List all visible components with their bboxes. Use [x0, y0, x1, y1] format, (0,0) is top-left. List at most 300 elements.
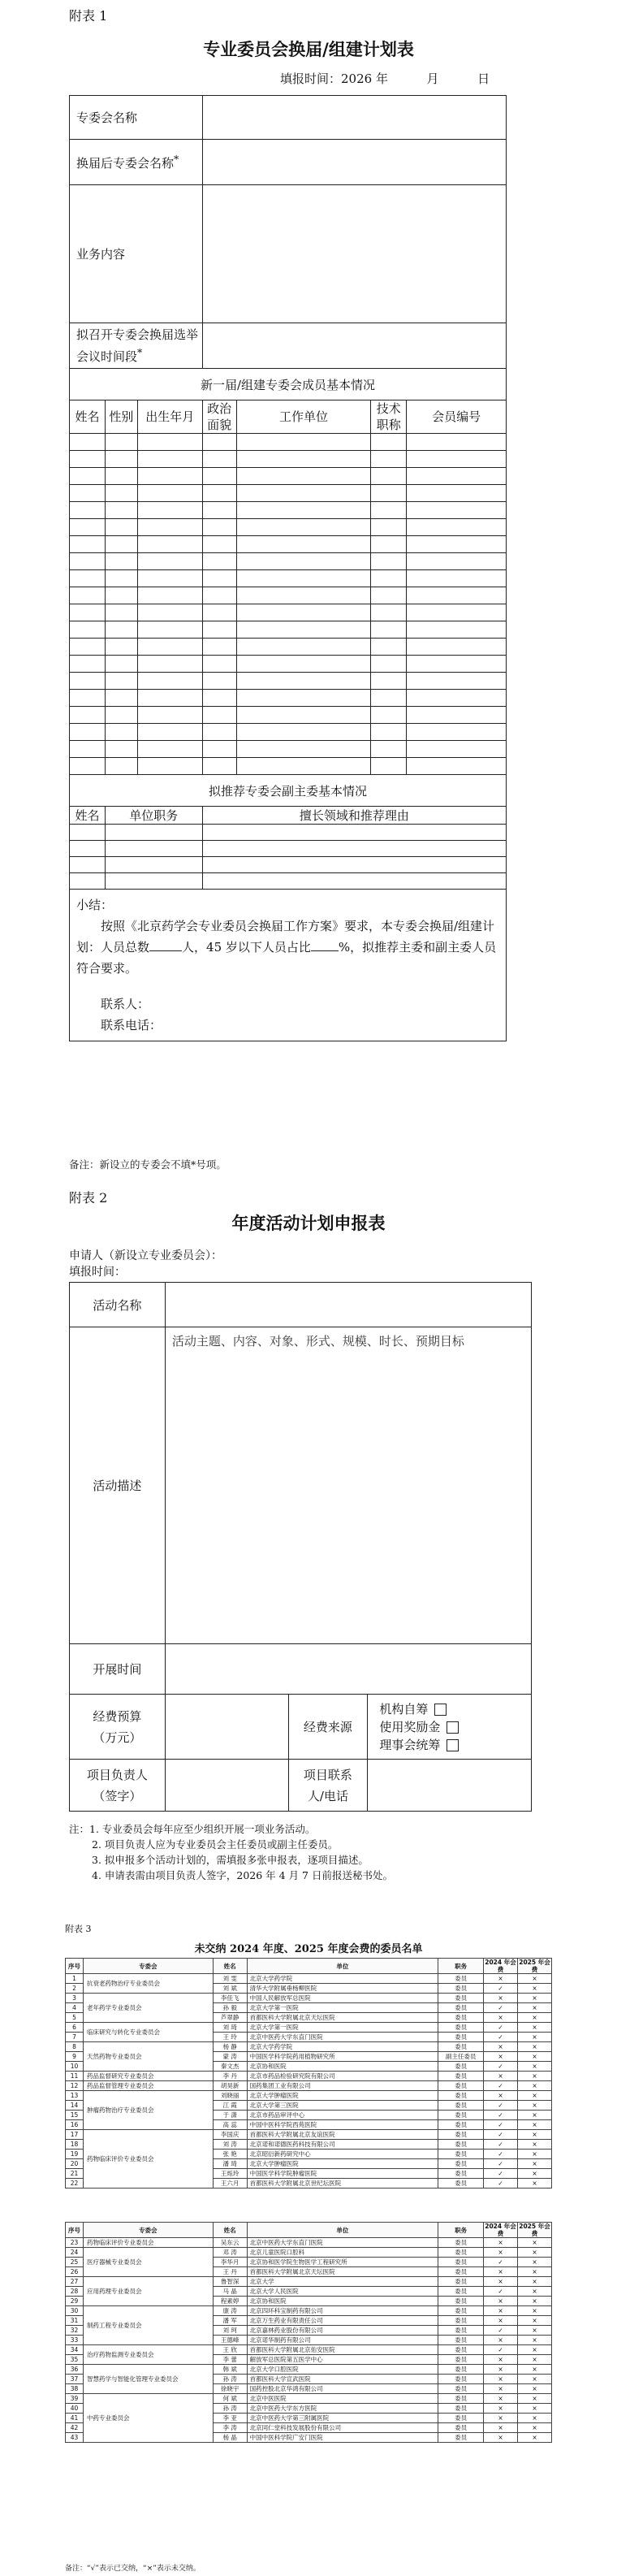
- contact-field[interactable]: [368, 1760, 532, 1812]
- member-cell[interactable]: [202, 604, 236, 621]
- member-cell[interactable]: [371, 604, 407, 621]
- member-cell[interactable]: [407, 468, 507, 485]
- fee-role: 委员: [438, 2023, 484, 2033]
- member-cell[interactable]: [371, 690, 407, 707]
- annex2-notes: [69, 1821, 393, 1883]
- member-row: [70, 485, 507, 502]
- leader-cell[interactable]: [70, 857, 106, 873]
- fee-2025: ×: [517, 1974, 551, 1984]
- fee-no: 3: [66, 1994, 84, 2003]
- fee-role: 委员: [438, 2130, 484, 2140]
- fee-2025: ×: [517, 2384, 551, 2394]
- member-cell[interactable]: [137, 434, 202, 451]
- member-cell[interactable]: [137, 656, 202, 673]
- member-cell[interactable]: [407, 639, 507, 656]
- fee-row: [66, 2345, 552, 2355]
- member-cell[interactable]: [236, 570, 371, 587]
- fee-committee: 天然药物专业委员会: [83, 2042, 213, 2072]
- member-cell[interactable]: [371, 434, 407, 451]
- fee-role: 委员: [438, 2336, 484, 2345]
- fee-unit: 北京大学第一医院: [247, 2003, 438, 2013]
- fee-2025: ×: [517, 2258, 551, 2267]
- fee-role: 委员: [438, 1984, 484, 1994]
- member-cell[interactable]: [70, 724, 106, 741]
- member-cell[interactable]: [70, 656, 106, 673]
- member-cell[interactable]: [105, 451, 137, 468]
- activity-desc-label: 活动描述: [70, 1327, 166, 1644]
- member-cell[interactable]: [371, 553, 407, 570]
- fee-name: 于 潇: [213, 2111, 247, 2120]
- checkbox[interactable]: [434, 1704, 447, 1716]
- member-cell[interactable]: [202, 724, 236, 741]
- member-cell[interactable]: [70, 673, 106, 690]
- member-cell[interactable]: [105, 604, 137, 621]
- member-cell[interactable]: [202, 587, 236, 604]
- fee-2025: ×: [517, 2336, 551, 2345]
- fee-name: 吴东云: [213, 2238, 247, 2248]
- fee-no: 8: [66, 2042, 84, 2052]
- fee-no: 21: [66, 2169, 84, 2179]
- funding-option[interactable]: [379, 1718, 531, 1736]
- member-cell[interactable]: [137, 707, 202, 724]
- fee-role: 委员: [438, 2111, 484, 2120]
- member-cell[interactable]: [371, 673, 407, 690]
- member-cell[interactable]: [236, 587, 371, 604]
- fee-row: [66, 2365, 552, 2375]
- fee-no: 17: [66, 2130, 84, 2140]
- member-cell[interactable]: [137, 519, 202, 536]
- member-cell[interactable]: [202, 434, 236, 451]
- budget-field[interactable]: [165, 1695, 288, 1760]
- member-cell[interactable]: [70, 604, 106, 621]
- member-cell[interactable]: [407, 553, 507, 570]
- annex1-title: 专业委员会换届/组建计划表: [203, 39, 414, 59]
- fee-role: 委员: [438, 2423, 484, 2433]
- member-cell[interactable]: [236, 690, 371, 707]
- member-cell[interactable]: [202, 656, 236, 673]
- member-cell[interactable]: [202, 621, 236, 639]
- member-cell[interactable]: [105, 724, 137, 741]
- activity-desc-field[interactable]: [165, 1327, 531, 1644]
- contact-label: 项目联系人/电话: [288, 1760, 368, 1812]
- member-cell[interactable]: [105, 690, 137, 707]
- fee-2024: ✓: [484, 1984, 518, 1994]
- fee-2024: ×: [484, 2433, 518, 2443]
- member-cell[interactable]: [236, 502, 371, 519]
- member-cell[interactable]: [371, 707, 407, 724]
- fee-unit: 北京市药品审评中心: [247, 2111, 438, 2120]
- fee-unit: 北京大学口腔医院: [247, 2365, 438, 2375]
- member-cell[interactable]: [137, 673, 202, 690]
- leader-cell[interactable]: [202, 841, 506, 857]
- member-cell[interactable]: [407, 587, 507, 604]
- member-cell[interactable]: [371, 758, 407, 775]
- member-cell[interactable]: [137, 604, 202, 621]
- member-cell[interactable]: [407, 570, 507, 587]
- fee-role: 委员: [438, 2062, 484, 2072]
- member-cell[interactable]: [236, 724, 371, 741]
- ratio-input[interactable]: [311, 950, 339, 951]
- member-cell[interactable]: [202, 451, 236, 468]
- total-input[interactable]: [149, 950, 182, 951]
- fee-no: 6: [66, 2023, 84, 2033]
- fee-no: 23: [66, 2238, 84, 2248]
- fee-2024: ✓: [484, 2033, 518, 2042]
- member-cell[interactable]: [236, 741, 371, 758]
- fee-role: 委员: [438, 2375, 484, 2384]
- fee-role: 委员: [438, 2248, 484, 2258]
- fee-role: 委员: [438, 2267, 484, 2277]
- member-cell[interactable]: [70, 570, 106, 587]
- fee-2025: ×: [517, 2120, 551, 2130]
- fee-2025: ×: [517, 2277, 551, 2287]
- leader-cell[interactable]: [202, 825, 506, 841]
- fee-2025: ×: [517, 2013, 551, 2023]
- fee-row: [66, 1994, 552, 2003]
- fee-2024: ×: [484, 1994, 518, 2003]
- member-cell[interactable]: [70, 639, 106, 656]
- member-cell[interactable]: [236, 707, 371, 724]
- fee-committee: 医疗器械专业委员会: [83, 2248, 213, 2277]
- fee-unit: 中国人民解放军总医院: [247, 1994, 438, 2003]
- member-cell[interactable]: [236, 621, 371, 639]
- member-cell[interactable]: [202, 553, 236, 570]
- fee-committee: 药品监督管理专业委员会: [83, 2081, 213, 2091]
- member-cell[interactable]: [70, 468, 106, 485]
- fee-role: 委员: [438, 1994, 484, 2003]
- fee-header-cell: 专委会: [83, 2223, 213, 2238]
- leader-cell[interactable]: [105, 857, 202, 873]
- member-cell[interactable]: [105, 536, 137, 553]
- new-name-field[interactable]: [202, 140, 506, 185]
- fee-role: 委员: [438, 2365, 484, 2375]
- member-cell[interactable]: [70, 451, 106, 468]
- member-cell[interactable]: [236, 468, 371, 485]
- member-cell[interactable]: [407, 621, 507, 639]
- member-cell[interactable]: [70, 741, 106, 758]
- fee-name: 李 蕾: [213, 2355, 247, 2365]
- start-time-label: 开展时间: [70, 1644, 166, 1695]
- member-cell[interactable]: [236, 656, 371, 673]
- member-cell[interactable]: [137, 639, 202, 656]
- fee-name: 程素婷: [213, 2297, 247, 2306]
- business-field[interactable]: [202, 185, 506, 323]
- member-cell[interactable]: [137, 741, 202, 758]
- fee-2025: ×: [517, 2003, 551, 2013]
- member-cell[interactable]: [105, 468, 137, 485]
- fee-row: [66, 2072, 552, 2081]
- member-cell[interactable]: [371, 485, 407, 502]
- fee-2024: ✓: [484, 2150, 518, 2159]
- fee-no: 11: [66, 2072, 84, 2081]
- checkbox[interactable]: [447, 1739, 459, 1751]
- member-cell[interactable]: [236, 673, 371, 690]
- member-cell[interactable]: [202, 536, 236, 553]
- leader-row: [70, 841, 507, 857]
- member-cell[interactable]: [371, 502, 407, 519]
- leader-row: [70, 873, 507, 890]
- member-cell[interactable]: [105, 639, 137, 656]
- member-cell[interactable]: [70, 587, 106, 604]
- member-cell[interactable]: [407, 434, 507, 451]
- member-cell[interactable]: [202, 468, 236, 485]
- funding-option[interactable]: [379, 1700, 531, 1718]
- member-row: [70, 536, 507, 553]
- member-cell[interactable]: [407, 741, 507, 758]
- member-cell[interactable]: [236, 519, 371, 536]
- fee-no: 25: [66, 2258, 84, 2267]
- fee-row: [66, 2023, 552, 2033]
- member-row: [70, 502, 507, 519]
- member-cell[interactable]: [371, 639, 407, 656]
- summary-part: 人，: [182, 940, 207, 955]
- fee-no: 13: [66, 2091, 84, 2101]
- fee-role: 委员: [438, 2003, 484, 2013]
- member-cell[interactable]: [371, 468, 407, 485]
- member-cell[interactable]: [105, 485, 137, 502]
- member-cell[interactable]: [70, 536, 106, 553]
- member-cell[interactable]: [137, 553, 202, 570]
- member-cell[interactable]: [371, 621, 407, 639]
- fee-role: 委员: [438, 2316, 484, 2326]
- member-cell[interactable]: [105, 519, 137, 536]
- member-cell[interactable]: [236, 536, 371, 553]
- member-cell[interactable]: [371, 570, 407, 587]
- member-cell[interactable]: [236, 604, 371, 621]
- fee-2024: ×: [484, 2072, 518, 2081]
- member-row: [70, 707, 507, 724]
- fee-committee: 肿瘤药物治疗专业委员会: [83, 2091, 213, 2130]
- member-cell[interactable]: [407, 758, 507, 775]
- member-cell[interactable]: [137, 451, 202, 468]
- fee-unit: 首都医科大学附属北京天坛医院: [247, 2267, 438, 2277]
- fee-2024: ×: [484, 2336, 518, 2345]
- fee-no: 16: [66, 2120, 84, 2130]
- leader-field[interactable]: [165, 1760, 288, 1812]
- fee-role: 委员: [438, 2120, 484, 2130]
- fee-table-header: [66, 1959, 552, 1974]
- leader-cell[interactable]: [105, 873, 202, 890]
- member-row: [70, 468, 507, 485]
- member-cell[interactable]: [137, 485, 202, 502]
- fee-no: 43: [66, 2433, 84, 2443]
- leader-cell[interactable]: [70, 825, 106, 841]
- member-cell[interactable]: [202, 639, 236, 656]
- member-cell[interactable]: [137, 724, 202, 741]
- member-cell[interactable]: [407, 519, 507, 536]
- fee-2024: ×: [484, 2091, 518, 2101]
- fee-role: 委员: [438, 2042, 484, 2052]
- member-cell[interactable]: [137, 468, 202, 485]
- fee-no: 35: [66, 2355, 84, 2365]
- member-cell[interactable]: [371, 587, 407, 604]
- member-cell[interactable]: [371, 536, 407, 553]
- member-cell[interactable]: [202, 741, 236, 758]
- member-cell[interactable]: [407, 604, 507, 621]
- member-cell[interactable]: [202, 707, 236, 724]
- fee-row: [66, 2091, 552, 2101]
- fee-2025: ×: [517, 2130, 551, 2140]
- funding-option[interactable]: [379, 1736, 531, 1754]
- member-cell[interactable]: [105, 502, 137, 519]
- member-cell[interactable]: [371, 519, 407, 536]
- fee-committee: 老年药学专业委员会: [83, 1994, 213, 2023]
- member-cell[interactable]: [105, 621, 137, 639]
- checkbox[interactable]: [447, 1721, 459, 1734]
- fee-unit: 北京大学人民医院: [247, 2287, 438, 2297]
- member-cell[interactable]: [371, 724, 407, 741]
- member-cell[interactable]: [236, 553, 371, 570]
- member-cell[interactable]: [70, 758, 106, 775]
- member-cell[interactable]: [407, 485, 507, 502]
- member-cell[interactable]: [137, 502, 202, 519]
- fee-role: 委员: [438, 2179, 484, 2189]
- member-cell[interactable]: [202, 673, 236, 690]
- member-cell[interactable]: [137, 587, 202, 604]
- fee-no: 15: [66, 2111, 84, 2120]
- member-cell[interactable]: [407, 536, 507, 553]
- member-cell[interactable]: [70, 485, 106, 502]
- committee-name-field[interactable]: [202, 96, 506, 140]
- fee-2025: ×: [517, 2248, 551, 2258]
- fee-unit: 北京嘉林药业股份有限公司: [247, 2326, 438, 2336]
- member-cell[interactable]: [137, 690, 202, 707]
- fee-2024: ✓: [484, 2003, 518, 2013]
- member-cell[interactable]: [407, 656, 507, 673]
- fee-header-cell: 序号: [66, 1959, 84, 1974]
- member-cell[interactable]: [70, 502, 106, 519]
- summary-part: 45 岁以下人员占比: [206, 940, 311, 955]
- fee-2024: ×: [484, 2404, 518, 2414]
- fee-role: 委员: [438, 2091, 484, 2101]
- member-cell[interactable]: [70, 553, 106, 570]
- fee-2025: ×: [517, 2101, 551, 2111]
- member-cell[interactable]: [202, 570, 236, 587]
- member-cell[interactable]: [236, 758, 371, 775]
- note-line: 注：1. 专业委员会每年应至少组织开展一项业务活动。: [69, 1823, 316, 1835]
- fee-2024: ✓: [484, 2081, 518, 2091]
- member-cell[interactable]: [236, 451, 371, 468]
- member-cell[interactable]: [137, 621, 202, 639]
- meeting-time-field[interactable]: [202, 323, 506, 369]
- leader-cell[interactable]: [202, 857, 506, 873]
- fee-name: 何 斌: [213, 2394, 247, 2404]
- members-body: [70, 434, 507, 775]
- annex1-label: 附表 1: [69, 8, 108, 24]
- annex1-fill-time: [280, 70, 490, 87]
- member-cell[interactable]: [407, 690, 507, 707]
- fee-2025: ×: [517, 2404, 551, 2414]
- annex2-fill-time: 填报时间：: [69, 1266, 126, 1279]
- fee-no: 14: [66, 2101, 84, 2111]
- fee-unit: 首都医科大学附属北京友谊医院: [247, 2130, 438, 2140]
- leader-cell[interactable]: [202, 873, 506, 890]
- member-cell[interactable]: [371, 656, 407, 673]
- new-name-label: [70, 140, 203, 185]
- member-cell[interactable]: [70, 519, 106, 536]
- funding-source-label: 经费来源: [288, 1695, 368, 1760]
- fee-2025: ×: [517, 2414, 551, 2423]
- member-cell[interactable]: [105, 673, 137, 690]
- fee-role: 委员: [438, 2287, 484, 2297]
- fee-no: 2: [66, 1984, 84, 1994]
- member-cell[interactable]: [371, 741, 407, 758]
- member-cell[interactable]: [70, 621, 106, 639]
- activity-name-field[interactable]: [165, 1283, 531, 1327]
- contact-label: 联系人：: [101, 997, 150, 1011]
- leaders-body: [70, 807, 507, 890]
- member-cell[interactable]: [105, 434, 137, 451]
- member-cell[interactable]: [70, 434, 106, 451]
- member-cell[interactable]: [105, 553, 137, 570]
- fee-no: 30: [66, 2306, 84, 2316]
- member-cell[interactable]: [105, 570, 137, 587]
- fee-no: 32: [66, 2326, 84, 2336]
- member-cell[interactable]: [407, 673, 507, 690]
- leader-cell[interactable]: [105, 841, 202, 857]
- member-cell[interactable]: [105, 587, 137, 604]
- member-cell[interactable]: [407, 707, 507, 724]
- member-cell[interactable]: [202, 758, 236, 775]
- member-cell[interactable]: [70, 707, 106, 724]
- member-cell[interactable]: [105, 707, 137, 724]
- member-cell[interactable]: [202, 690, 236, 707]
- member-cell[interactable]: [137, 536, 202, 553]
- member-cell[interactable]: [407, 502, 507, 519]
- member-cell[interactable]: [202, 485, 236, 502]
- member-cell[interactable]: [371, 451, 407, 468]
- fee-unit: 北京中医药大学东直门医院: [247, 2238, 438, 2248]
- member-cell[interactable]: [202, 519, 236, 536]
- fee-2024: ✓: [484, 2101, 518, 2111]
- fee-header-cell: 单位: [247, 2223, 438, 2238]
- member-cell[interactable]: [105, 656, 137, 673]
- fee-header-cell: 单位: [247, 1959, 438, 1974]
- member-cell[interactable]: [137, 758, 202, 775]
- fee-2025: ×: [517, 2179, 551, 2189]
- member-cell[interactable]: [70, 690, 106, 707]
- leader-cell[interactable]: [70, 841, 106, 857]
- member-cell[interactable]: [236, 639, 371, 656]
- fee-2024: ×: [484, 2248, 518, 2258]
- fee-2025: ×: [517, 2033, 551, 2042]
- leader-row: [70, 857, 507, 873]
- fee-committee: 抗衰老药物治疗专业委员会: [83, 1974, 213, 1994]
- fee-name: 王六月: [213, 2179, 247, 2189]
- fee-table-2: [65, 2222, 552, 2443]
- fee-row: [66, 2238, 552, 2248]
- member-cell[interactable]: [202, 502, 236, 519]
- fee-2025: ×: [517, 2433, 551, 2443]
- leader-cell[interactable]: [105, 825, 202, 841]
- member-cell[interactable]: [137, 570, 202, 587]
- member-cell[interactable]: [105, 741, 137, 758]
- fee-role: 委员: [438, 2169, 484, 2179]
- fee-committee: 应用药理专业委员会: [83, 2277, 213, 2306]
- leader-cell[interactable]: [70, 873, 106, 890]
- member-cell[interactable]: [407, 451, 507, 468]
- member-cell[interactable]: [407, 724, 507, 741]
- member-cell[interactable]: [236, 434, 371, 451]
- members-header-cell: 性别: [105, 400, 137, 434]
- fee-row: [66, 2277, 552, 2287]
- month-label: 月: [426, 71, 439, 86]
- fee-2024: ✓: [484, 2130, 518, 2140]
- start-time-field[interactable]: [165, 1644, 531, 1695]
- member-cell[interactable]: [236, 485, 371, 502]
- member-cell[interactable]: [105, 758, 137, 775]
- business-label: 业务内容: [70, 185, 203, 323]
